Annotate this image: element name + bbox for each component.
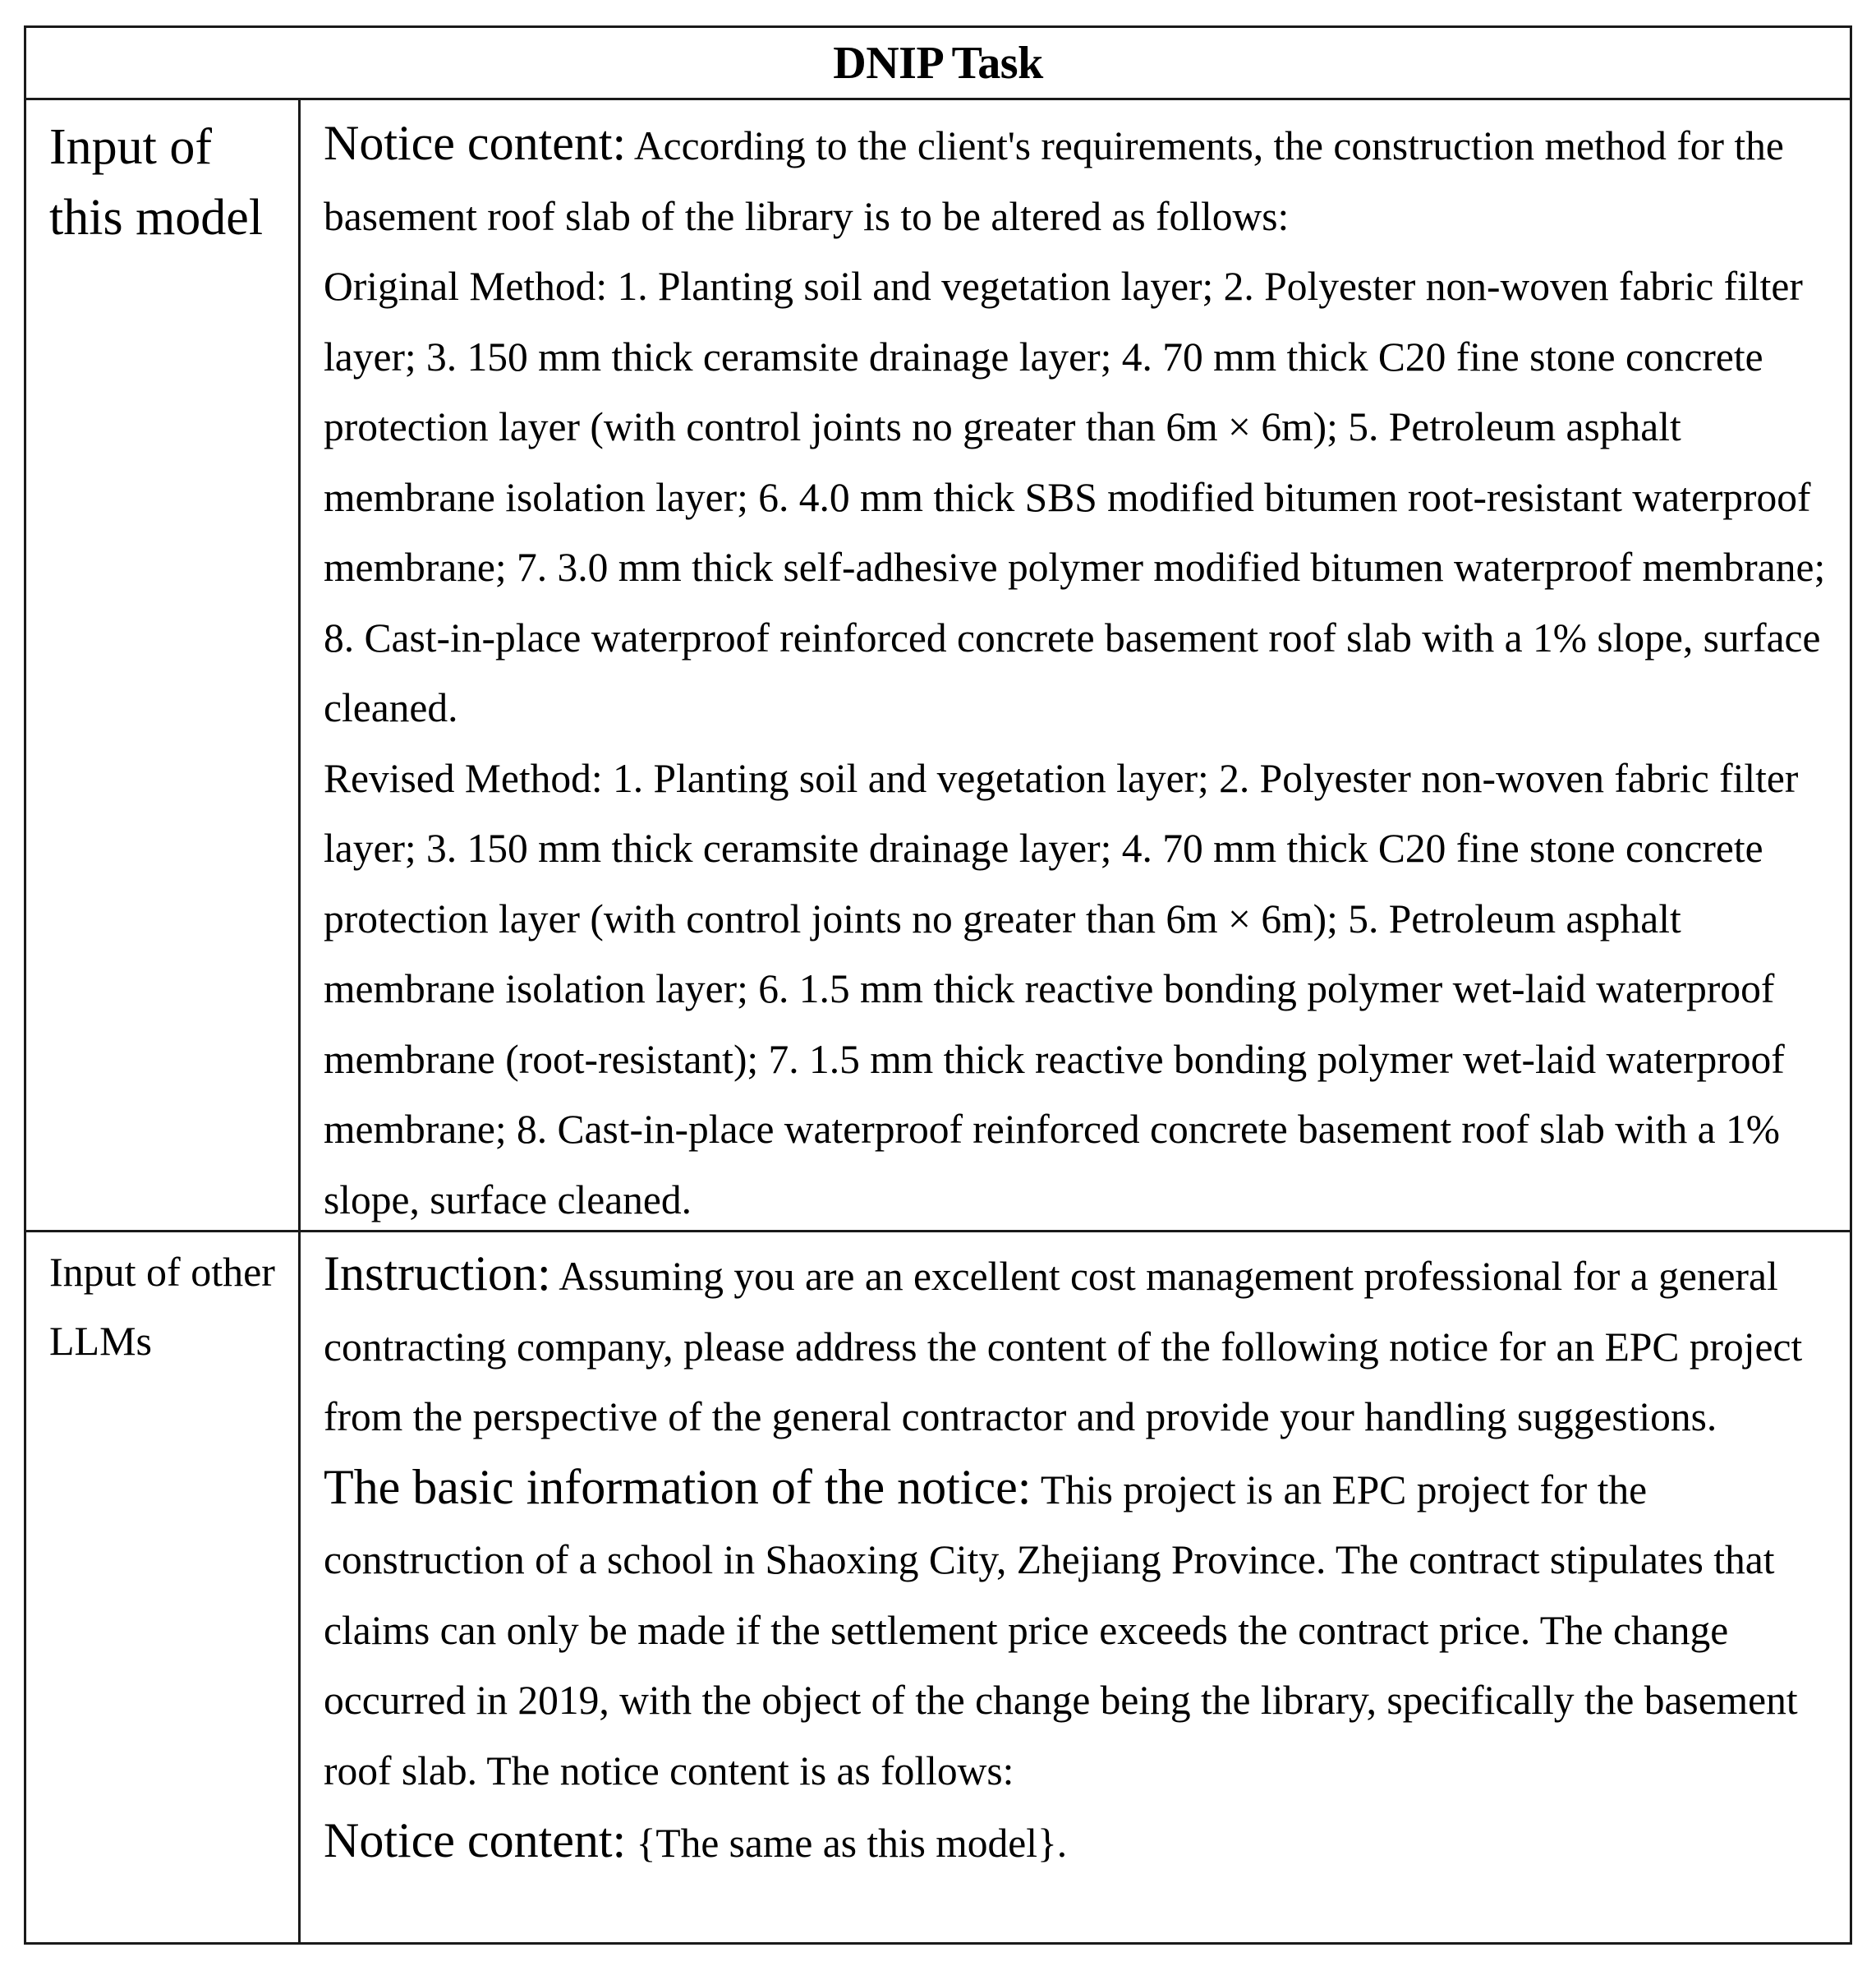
original-method-text: Original Method: 1. Planting soil and vegetation layer; 2. Polyester non-woven fabric filter layer; 3. 150 mm thick ceramsite drainage layer; 4. 70 mm thick C20 fine stone concrete protection layer (with control joints no greater than 6m × 6m); 5. Petroleum asphalt membrane isolation layer; 6. 4.0 mm thick SBS modified bitumen root-resistant waterproof membrane; 7. 3.0 mm thick self-adhesive polymer modified bitumen waterproof membrane; 8. Cast-in-place waterproof reinforced concrete basement roof slab with a 1% slope, surface cleaned. [324,264,1826,730]
notice-content-heading: Notice content: [324,116,627,170]
basic-info-text: This project is an EPC project for the construction of a school in Shaoxing City, Zhejiang Province. The contract stipulates that claims can only be made if the settlement price exceeds the contract price. The change occurred in 2019, with the object of the change being the library, specifically the basement roof slab. The notice content is as follows: [324,1466,1798,1793]
revised-method-paragraph [324,744,1833,1236]
notice-reference-paragraph [324,1806,1833,1879]
basic-info-paragraph [324,1453,1833,1807]
row-content-this-model [301,100,1850,1230]
instruction-text: Assuming you are an excellent cost management professional for a general contracting company, please address the content of the following notice for an EPC project from the perspective of the general contractor and provide your handling suggestions. [324,1254,1803,1439]
notice-reference-text: {The same as this model}. [626,1821,1068,1866]
basic-info-heading: The basic information of the notice: [324,1459,1032,1514]
notice-content-text: According to the client's requirements, the construction method for the basement roof slab of the library is to be altered as follows: [324,123,1784,239]
table-row-other-llms [26,1232,1850,1942]
original-method-paragraph [324,251,1833,744]
instruction-heading: Instruction: [324,1246,551,1301]
instruction-paragraph [324,1239,1833,1453]
notice-content-paragraph [324,108,1833,251]
notice-reference-heading: Notice content: [324,1813,627,1867]
table-row-this-model [26,100,1850,1232]
row-label-other-llms: Input of other LLMs [26,1232,301,1942]
row-label-this-model: Input of this model [26,100,301,1230]
revised-method-text: Revised Method: 1. Planting soil and vegetation layer; 2. Polyester non-woven fabric filter layer; 3. 150 mm thick ceramsite drainage layer; 4. 70 mm thick C20 fine stone concrete protection layer (with control joints no greater than 6m × 6m); 5. Petroleum asphalt membrane isolation layer; 6. 1.5 mm thick reactive bonding polymer wet-laid waterproof membrane (root-resistant); 7. 1.5 mm thick reactive bonding polymer wet-laid waterproof membrane; 8. Cast-in-place waterproof reinforced concrete basement roof slab with a 1% slope, surface cleaned. [324,755,1799,1222]
table-title: DNIP Task [26,28,1850,100]
row-content-other-llms [301,1232,1850,1942]
dnip-task-table [24,25,1852,1945]
